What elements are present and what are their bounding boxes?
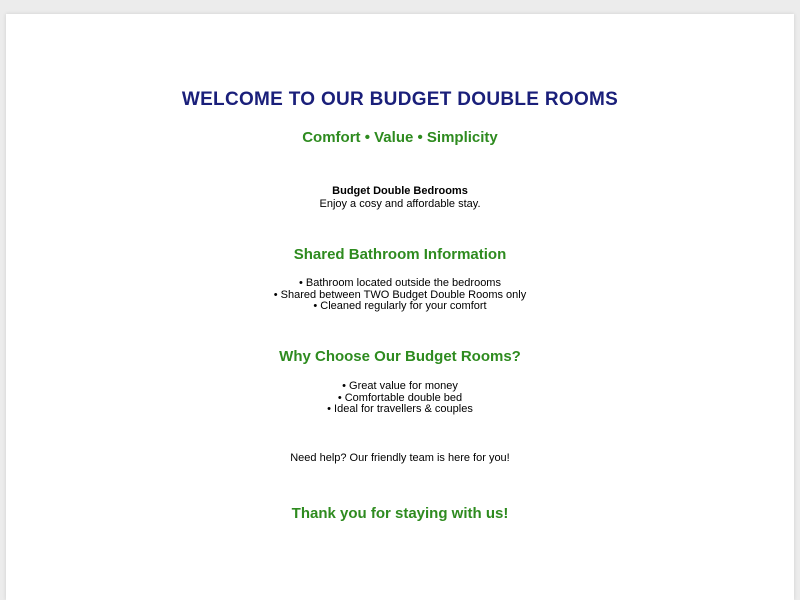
list-item: • Great value for money [342, 380, 458, 392]
list-item: • Shared between TWO Budget Double Rooms only [273, 288, 527, 301]
intro-block [6, 185, 794, 211]
list-item: • Bathroom located outside the bedrooms [299, 277, 501, 289]
thank-you-message: Thank you for staying with us! [291, 505, 509, 522]
list-item: • Cleaned regularly for your comfort [313, 300, 487, 312]
help-text: Need help? Our friendly team is here for you! [290, 452, 510, 464]
list-item: • Ideal for travellers & couples [327, 403, 473, 415]
page-title: WELCOME TO OUR BUDGET DOUBLE ROOMS [181, 89, 619, 110]
intro-text: Enjoy a cosy and affordable stay. [319, 198, 481, 210]
document-page [6, 14, 794, 600]
list-item: • Comfortable double bed [337, 391, 463, 404]
tagline: Comfort • Value • Simplicity [302, 129, 498, 146]
bathroom-info-list [6, 278, 794, 313]
why-section-title: Why Choose Our Budget Rooms? [279, 348, 521, 365]
intro-heading: Budget Double Bedrooms [332, 185, 468, 197]
bathroom-section-title: Shared Bathroom Information [293, 246, 507, 263]
why-choose-list [6, 381, 794, 416]
